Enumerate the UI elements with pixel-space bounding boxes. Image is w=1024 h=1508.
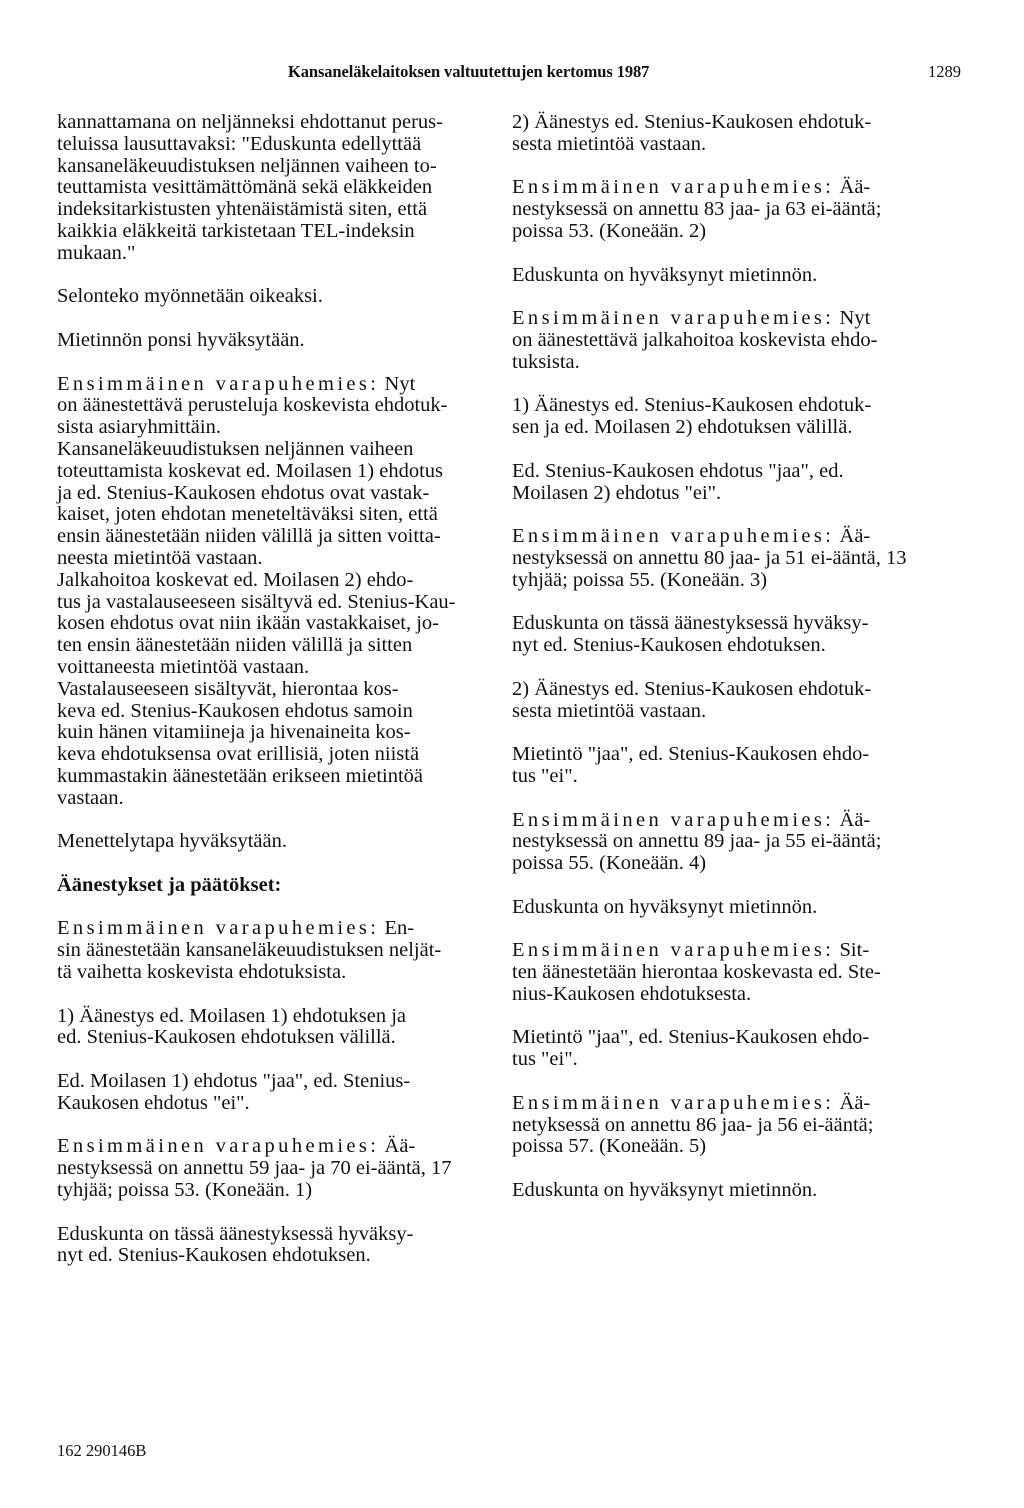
text-line: keva ed. Stenius-Kaukosen ehdotus samoin — [57, 699, 413, 722]
text-line: voittaneesta mietintöä vastaan. — [57, 655, 310, 678]
speaker-name: Ensimmäinen varapuhemies: — [512, 307, 835, 330]
text-line: 1) Äänestys ed. Moilasen 1) ehdotuksen ja — [57, 1004, 406, 1027]
text-line: Selonteko myönnetään oikeaksi. — [57, 285, 323, 308]
text-line: sesta mietintöä vastaan. — [512, 699, 707, 722]
text-line: sin äänestetään kansaneläkeuudistuksen neljät- — [57, 939, 442, 962]
text-line: 1) Äänestys ed. Stenius-Kaukosen ehdotuk- — [512, 394, 872, 417]
text-line: Jalkahoitoa koskevat ed. Moilasen 2) ehdo- — [57, 568, 414, 591]
text-line: ensin äänestetään niiden välillä ja sitten voitta- — [57, 525, 441, 548]
text-line: Eduskunta on hyväksynyt mietinnön. — [512, 263, 818, 286]
text-line: Eduskunta on hyväksynyt mietinnön. — [512, 1179, 818, 1202]
speaker-text: Ää- — [379, 1135, 416, 1158]
speaker-text: Ää- — [834, 1091, 871, 1114]
text-line: netyksessä on annettu 86 jaa- ja 56 ei-ääntä; — [512, 1113, 874, 1136]
text-line: teuttamista vesittämättömänä sekä eläkkeiden — [57, 176, 433, 199]
text-line: tyhjää; poissa 53. (Koneään. 1) — [57, 1179, 313, 1202]
speaker-name: Ensimmäinen varapuhemies: — [57, 372, 380, 395]
text-line: keva ehdotuksensa ovat erillisiä, joten niistä — [57, 743, 420, 766]
text-line: sesta mietintöä vastaan. — [512, 132, 707, 155]
text-line: 2) Äänestys ed. Stenius-Kaukosen ehdotuk- — [512, 677, 872, 700]
speaker-text: Nyt — [379, 372, 416, 395]
text-line: Eduskunta on tässä äänestyksessä hyväksy- — [512, 612, 869, 635]
speaker-line — [512, 940, 964, 962]
text-line: kosen ehdotus ovat niin ikään vastakkaiset, jo- — [57, 612, 440, 635]
text-line: Kansaneläkeuudistuksen neljännen vaiheen — [57, 437, 414, 460]
text-line: nestyksessä on annettu 59 jaa- ja 70 ei-ääntä, 17 — [57, 1157, 452, 1180]
text-line: on äänestettävä jalkahoitoa koskevista ehdo- — [512, 328, 878, 351]
section-heading: Äänestykset ja päätökset: — [57, 873, 282, 896]
left-column — [57, 112, 497, 1267]
text-line: tuksista. — [512, 350, 580, 373]
speaker-line — [512, 1093, 964, 1115]
text-line: Eduskunta on tässä äänestyksessä hyväksy- — [57, 1222, 414, 1245]
text-line: sista asiaryhmittäin. — [57, 416, 221, 439]
text-line: tus "ei". — [512, 764, 578, 787]
text-line: ja ed. Stenius-Kaukosen ehdotus ovat vastak- — [57, 481, 430, 504]
speaker-line — [57, 918, 497, 940]
speaker-text: Ää- — [834, 808, 871, 831]
text-line: mukaan." — [57, 241, 136, 264]
text-line: nestyksessä on annettu 83 jaa- ja 63 ei-ääntä; — [512, 198, 882, 221]
text-line: poissa 57. (Koneään. 5) — [512, 1135, 707, 1158]
text-line: poissa 53. (Koneään. 2) — [512, 219, 707, 242]
speaker-line — [57, 374, 497, 396]
speaker-name: Ensimmäinen varapuhemies: — [512, 939, 835, 962]
text-line: ten äänestetään hierontaa koskevasta ed. Ste- — [512, 961, 881, 984]
text-line: nestyksessä on annettu 80 jaa- ja 51 ei-ääntä, 13 — [512, 546, 907, 569]
text-line: kansaneläkeuudistuksen neljännen vaiheen to- — [57, 154, 437, 177]
text-line: kaiset, joten ehdotan meneteltäväksi siten, että — [57, 503, 438, 526]
text-line: kummastakin äänestetään erikseen mietintöä — [57, 764, 424, 787]
text-line: tus "ei". — [512, 1048, 578, 1071]
text-line: Moilasen 2) ehdotus "ei". — [512, 481, 722, 504]
text-line: tyhjää; poissa 55. (Koneään. 3) — [512, 568, 768, 591]
speaker-line — [57, 1136, 497, 1158]
speaker-text: Ää- — [834, 176, 871, 199]
speaker-name: Ensimmäinen varapuhemies: — [512, 808, 835, 831]
speaker-text: Nyt — [834, 307, 871, 330]
speaker-line — [512, 810, 964, 832]
speaker-text: Ää- — [834, 525, 871, 548]
text-line: Menettelytapa hyväksytään. — [57, 830, 287, 853]
text-line: 2) Äänestys ed. Stenius-Kaukosen ehdotuk- — [512, 111, 872, 133]
speaker-name: Ensimmäinen varapuhemies: — [512, 525, 835, 548]
text-line: sen ja ed. Moilasen 2) ehdotuksen välillä. — [512, 416, 853, 439]
text-line: Vastalauseeseen sisältyvät, hierontaa kos- — [57, 677, 399, 700]
text-line: Mietintö "jaa", ed. Stenius-Kaukosen ehdo- — [512, 743, 870, 766]
speaker-line — [512, 177, 964, 199]
text-line: teluissa lausuttavaksi: "Eduskunta edellyttää — [57, 132, 422, 155]
text-line: kannattamana on neljänneksi ehdottanut perus- — [57, 111, 443, 133]
text-line: tä vaihetta koskevista ehdotuksista. — [57, 961, 347, 984]
text-line: Eduskunta on hyväksynyt mietinnön. — [512, 895, 818, 918]
right-column — [512, 112, 964, 1202]
text-line: Ed. Moilasen 1) ehdotus "jaa", ed. Stenius- — [57, 1070, 411, 1093]
speaker-line — [512, 308, 964, 330]
text-line: nyt ed. Stenius-Kaukosen ehdotuksen. — [57, 1244, 371, 1267]
speaker-line — [512, 526, 964, 548]
text-line: tus ja vastalauseeseen sisältyvä ed. Stenius-Kau- — [57, 590, 456, 613]
speaker-name: Ensimmäinen varapuhemies: — [512, 176, 835, 199]
speaker-name: Ensimmäinen varapuhemies: — [57, 917, 380, 940]
text-line: nestyksessä on annettu 89 jaa- ja 55 ei-ääntä; — [512, 830, 882, 853]
text-line: on äänestettävä perusteluja koskevista ehdotuk- — [57, 394, 448, 417]
header-title: Kansaneläkelaitoksen valtuutettujen kertomus 1987 — [288, 62, 650, 81]
text-line: vastaan. — [57, 786, 124, 809]
text-line: nyt ed. Stenius-Kaukosen ehdotuksen. — [512, 634, 826, 657]
text-line: kuin hänen vitamiineja ja hivenaineita kos- — [57, 721, 411, 744]
speaker-name: Ensimmäinen varapuhemies: — [512, 1091, 835, 1114]
text-line: poissa 55. (Koneään. 4) — [512, 852, 707, 875]
text-line: Mietinnön ponsi hyväksytään. — [57, 328, 305, 351]
speaker-name: Ensimmäinen varapuhemies: — [57, 1135, 380, 1158]
page-number: 1289 — [928, 62, 961, 81]
speaker-text: Sit- — [834, 939, 870, 962]
text-line: Ed. Stenius-Kaukosen ehdotus "jaa", ed. — [512, 459, 844, 482]
text-line: kaikkia eläkkeitä tarkistetaan TEL-indeksin — [57, 219, 415, 242]
text-line: ed. Stenius-Kaukosen ehdotuksen välillä. — [57, 1026, 396, 1049]
speaker-text: En- — [379, 917, 415, 940]
text-line: Mietintö "jaa", ed. Stenius-Kaukosen ehdo- — [512, 1026, 870, 1049]
text-line: nius-Kaukosen ehdotuksesta. — [512, 982, 752, 1005]
text-line: Kaukosen ehdotus "ei". — [57, 1091, 250, 1114]
text-line: neesta mietintöä vastaan. — [57, 546, 263, 569]
text-line: ten ensin äänestetään niiden välillä ja sitten — [57, 634, 413, 657]
running-header — [0, 62, 1024, 86]
text-line: toteuttamista koskevat ed. Moilasen 1) ehdotus — [57, 459, 444, 482]
text-line: indeksitarkistusten yhtenäistämistä siten, että — [57, 198, 428, 221]
print-code: 162 290146B — [57, 1441, 147, 1460]
